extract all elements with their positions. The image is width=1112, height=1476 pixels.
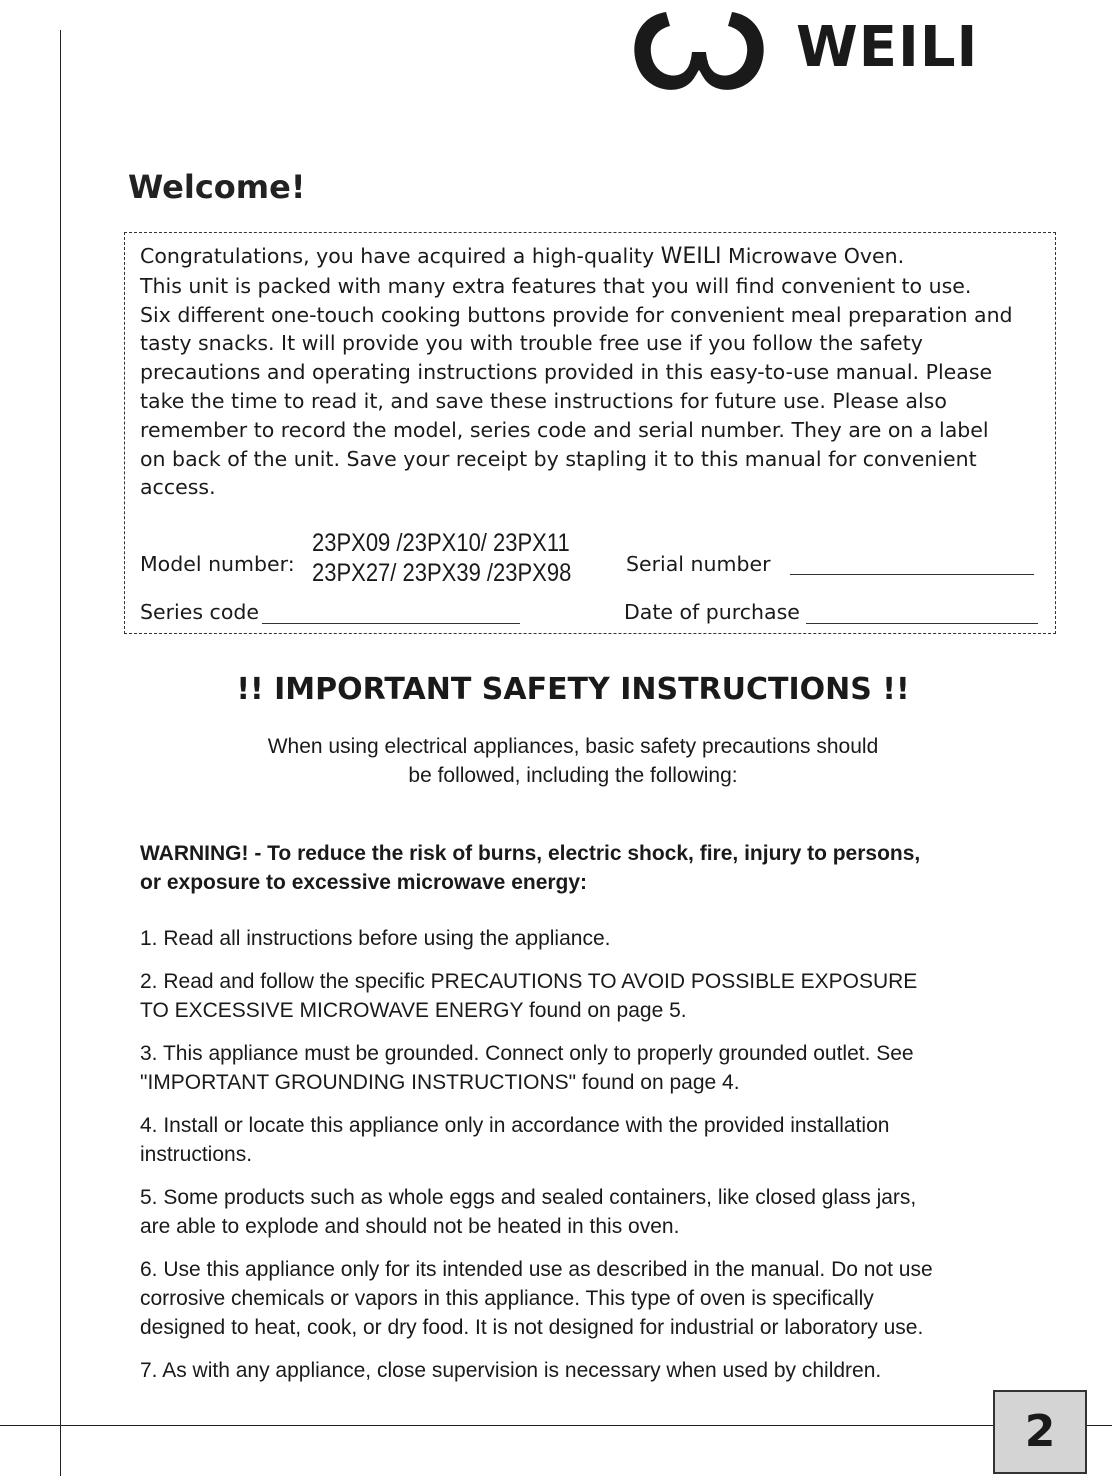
warning-statement [140,839,1060,897]
intro-line: Six different one-touch cooking buttons provide for convenient meal preparation and [140,302,1013,327]
bottom-rule [0,1425,1112,1426]
list-item: 1. Read all instructions before using the appliance. [140,927,611,950]
model-number-label: Model number: [140,552,295,576]
list-item: 7. As with any appliance, close supervision is necessary when used by children. [140,1359,882,1382]
intro-line: Congratulations, you have acquired a high-quality WEILI Microwave Oven. [140,244,905,269]
list-item: 4. Install or locate this appliance only in accordance with the provided installation instructions. [140,1114,890,1166]
intro-line: tasty snacks. It will provide you with trouble free use if you follow the safety [140,331,923,356]
date-of-purchase-field[interactable] [806,623,1038,624]
safety-heading: !! IMPORTANT SAFETY INSTRUCTIONS !! [236,672,910,707]
list-item: 6. Use this appliance only for its intended use as described in the manual. Do not use corrosive chemicals or vapors in this appliance. This type of oven is specifically designed to heat, cook, or dry food. It is not designed for industrial or laboratory use. [140,1258,933,1339]
brand-name: WEILI [660,244,722,269]
series-code-label: Series code [140,600,259,624]
warning-line: or exposure to excessive microwave energy: [140,871,588,894]
serial-number-field[interactable] [790,574,1034,575]
intro-line: on back of the unit. Save your receipt by stapling it to this manual for convenient [140,446,977,471]
safety-intro [0,732,1112,790]
safety-instruction-list [140,924,1060,1399]
list-item: 5. Some products such as whole eggs and sealed containers, like closed glass jars, are able to explode and should not be heated in this oven. [140,1186,917,1238]
intro-line: precautions and operating instructions provided in this easy-to-use manual. Please [140,360,993,385]
series-code-field[interactable] [262,623,520,624]
intro-line: take the time to read it, and save these instructions for future use. Please also [140,388,947,413]
brand-logo [624,0,1004,100]
serial-number-label: Serial number [626,552,771,576]
intro-line: This unit is packed with many extra features that you will find convenient to use. [140,273,972,298]
weili-logo-mark-icon [624,0,774,100]
date-of-purchase-label: Date of purchase [624,600,800,624]
list-item: 3. This appliance must be grounded. Connect only to properly grounded outlet. See "IMPORTANT GROUNDING INSTRUCTIONS" found on page 4. [140,1042,914,1094]
model-values-line: 23PX27/ 23PX39 /23PX98 [312,559,572,587]
intro-line: remember to record the model, series code and serial number. They are on a label [140,417,989,442]
safety-intro-line: be followed, including the following: [408,764,738,787]
list-item: 2. Read and follow the specific PRECAUTIONS TO AVOID POSSIBLE EXPOSURE TO EXCESSIVE MICROWAVE ENERGY found on page 5. [140,970,918,1022]
page-number: 2 [993,1390,1087,1474]
intro-paragraph [140,242,1050,502]
model-number-values [312,528,571,588]
logo-wordmark: WEILI [796,15,979,80]
welcome-title: Welcome! [128,168,306,206]
safety-intro-line: When using electrical appliances, basic safety precautions should [267,735,879,758]
model-values-line: 23PX09 /23PX10/ 23PX11 [312,529,570,557]
warning-line: WARNING! - To reduce the risk of burns, electric shock, fire, injury to persons, [140,842,921,865]
intro-line: access. [140,475,216,500]
